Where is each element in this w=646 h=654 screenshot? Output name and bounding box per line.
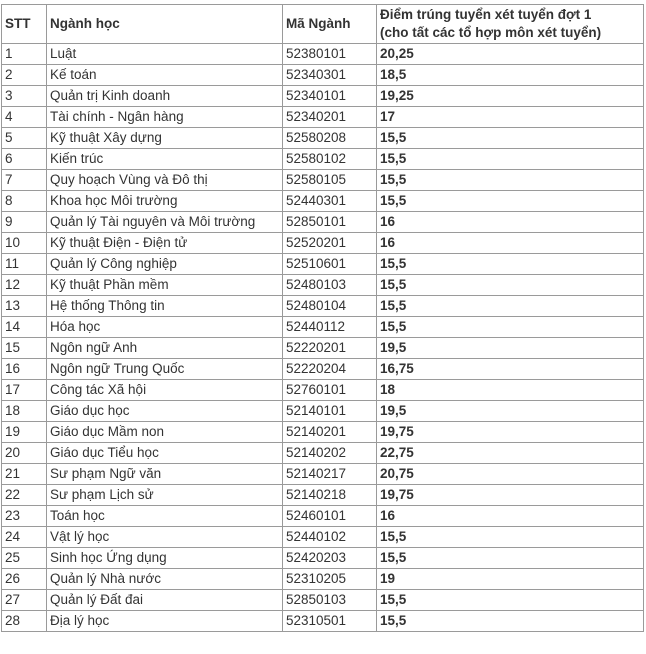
row-code: 52480103 <box>283 275 377 296</box>
row-stt: 11 <box>2 254 47 275</box>
row-stt: 27 <box>2 590 47 611</box>
row-stt: 14 <box>2 317 47 338</box>
header-row <box>2 5 644 44</box>
row-code: 52140218 <box>283 485 377 506</box>
table-row <box>2 611 644 632</box>
row-code: 52380101 <box>283 44 377 65</box>
row-stt: 28 <box>2 611 47 632</box>
table-header <box>2 5 644 44</box>
row-score: 17 <box>377 107 644 128</box>
table-row <box>2 296 644 317</box>
row-major: Địa lý học <box>47 611 283 632</box>
row-code: 52480104 <box>283 296 377 317</box>
row-stt: 19 <box>2 422 47 443</box>
row-code: 52850103 <box>283 590 377 611</box>
header-major: Ngành học <box>47 5 283 44</box>
row-major: Kỹ thuật Phần mềm <box>47 275 283 296</box>
row-major: Giáo dục Tiểu học <box>47 443 283 464</box>
row-code: 52140217 <box>283 464 377 485</box>
row-score: 19,5 <box>377 401 644 422</box>
row-code: 52580208 <box>283 128 377 149</box>
row-stt: 17 <box>2 380 47 401</box>
table-row <box>2 212 644 233</box>
row-score: 19,25 <box>377 86 644 107</box>
row-score: 16,75 <box>377 359 644 380</box>
row-stt: 2 <box>2 65 47 86</box>
row-stt: 24 <box>2 527 47 548</box>
row-score: 19,75 <box>377 485 644 506</box>
table-row <box>2 107 644 128</box>
row-major: Sư phạm Lịch sử <box>47 485 283 506</box>
row-score: 15,5 <box>377 527 644 548</box>
row-stt: 8 <box>2 191 47 212</box>
row-major: Giáo dục học <box>47 401 283 422</box>
row-stt: 5 <box>2 128 47 149</box>
row-score: 22,75 <box>377 443 644 464</box>
table-row <box>2 506 644 527</box>
row-score: 15,5 <box>377 275 644 296</box>
row-stt: 21 <box>2 464 47 485</box>
table-row <box>2 380 644 401</box>
table-row <box>2 569 644 590</box>
header-score-line1: Điểm trúng tuyển xét tuyển đợt 1 <box>380 7 592 22</box>
table-row <box>2 128 644 149</box>
row-stt: 4 <box>2 107 47 128</box>
header-score <box>377 5 644 44</box>
row-score: 18 <box>377 380 644 401</box>
table-row <box>2 149 644 170</box>
row-code: 52140201 <box>283 422 377 443</box>
table-row <box>2 422 644 443</box>
row-stt: 10 <box>2 233 47 254</box>
row-major: Kiến trúc <box>47 149 283 170</box>
row-code: 52580102 <box>283 149 377 170</box>
row-major: Toán học <box>47 506 283 527</box>
row-code: 52510601 <box>283 254 377 275</box>
row-major: Luật <box>47 44 283 65</box>
row-code: 52420203 <box>283 548 377 569</box>
row-code: 52850101 <box>283 212 377 233</box>
row-code: 52760101 <box>283 380 377 401</box>
row-code: 52440102 <box>283 527 377 548</box>
row-code: 52520201 <box>283 233 377 254</box>
row-stt: 15 <box>2 338 47 359</box>
row-score: 15,5 <box>377 170 644 191</box>
row-stt: 26 <box>2 569 47 590</box>
row-code: 52340201 <box>283 107 377 128</box>
row-stt: 16 <box>2 359 47 380</box>
row-major: Giáo dục Mầm non <box>47 422 283 443</box>
table-row <box>2 527 644 548</box>
row-score: 15,5 <box>377 590 644 611</box>
table-row <box>2 443 644 464</box>
table-row <box>2 233 644 254</box>
header-code: Mã Ngành <box>283 5 377 44</box>
row-score: 19,5 <box>377 338 644 359</box>
row-stt: 13 <box>2 296 47 317</box>
header-score-line2: (cho tất các tổ hợp môn xét tuyển) <box>380 25 602 40</box>
row-code: 52340101 <box>283 86 377 107</box>
table-row <box>2 275 644 296</box>
row-score: 18,5 <box>377 65 644 86</box>
row-major: Quản lý Tài nguyên và Môi trường <box>47 212 283 233</box>
row-score: 15,5 <box>377 191 644 212</box>
row-score: 15,5 <box>377 611 644 632</box>
table-row <box>2 65 644 86</box>
row-score: 16 <box>377 212 644 233</box>
table-row <box>2 464 644 485</box>
row-score: 16 <box>377 506 644 527</box>
row-stt: 1 <box>2 44 47 65</box>
row-stt: 20 <box>2 443 47 464</box>
row-stt: 7 <box>2 170 47 191</box>
row-major: Khoa học Môi trường <box>47 191 283 212</box>
table-row <box>2 254 644 275</box>
table-row <box>2 44 644 65</box>
table-row <box>2 86 644 107</box>
row-stt: 22 <box>2 485 47 506</box>
row-stt: 12 <box>2 275 47 296</box>
row-code: 52440301 <box>283 191 377 212</box>
table-row <box>2 548 644 569</box>
row-major: Kỹ thuật Điện - Điện tử <box>47 233 283 254</box>
row-code: 52340301 <box>283 65 377 86</box>
row-major: Hệ thống Thông tin <box>47 296 283 317</box>
row-major: Quản lý Đất đai <box>47 590 283 611</box>
row-major: Quản lý Nhà nước <box>47 569 283 590</box>
row-code: 52440112 <box>283 317 377 338</box>
row-code: 52310501 <box>283 611 377 632</box>
row-score: 15,5 <box>377 548 644 569</box>
row-stt: 9 <box>2 212 47 233</box>
row-score: 15,5 <box>377 254 644 275</box>
row-major: Kế toán <box>47 65 283 86</box>
row-stt: 25 <box>2 548 47 569</box>
row-code: 52460101 <box>283 506 377 527</box>
row-major: Vật lý học <box>47 527 283 548</box>
row-major: Sinh học Ứng dụng <box>47 548 283 569</box>
row-score: 19,75 <box>377 422 644 443</box>
row-code: 52220204 <box>283 359 377 380</box>
table-row <box>2 590 644 611</box>
row-score: 20,75 <box>377 464 644 485</box>
row-major: Sư phạm Ngữ văn <box>47 464 283 485</box>
row-major: Ngôn ngữ Anh <box>47 338 283 359</box>
row-code: 52140202 <box>283 443 377 464</box>
row-major: Tài chính - Ngân hàng <box>47 107 283 128</box>
table-row <box>2 359 644 380</box>
table-row <box>2 485 644 506</box>
row-score: 15,5 <box>377 149 644 170</box>
row-code: 52310205 <box>283 569 377 590</box>
row-major: Công tác Xã hội <box>47 380 283 401</box>
row-stt: 23 <box>2 506 47 527</box>
row-major: Hóa học <box>47 317 283 338</box>
row-score: 19 <box>377 569 644 590</box>
table-body <box>2 44 644 632</box>
row-code: 52580105 <box>283 170 377 191</box>
row-score: 15,5 <box>377 317 644 338</box>
table-row <box>2 170 644 191</box>
row-major: Quy hoạch Vùng và Đô thị <box>47 170 283 191</box>
table-row <box>2 191 644 212</box>
row-score: 15,5 <box>377 128 644 149</box>
table-row <box>2 317 644 338</box>
row-stt: 3 <box>2 86 47 107</box>
row-code: 52220201 <box>283 338 377 359</box>
row-major: Kỹ thuật Xây dựng <box>47 128 283 149</box>
row-major: Quản lý Công nghiệp <box>47 254 283 275</box>
row-code: 52140101 <box>283 401 377 422</box>
row-score: 20,25 <box>377 44 644 65</box>
header-stt: STT <box>2 5 47 44</box>
row-major: Quản trị Kinh doanh <box>47 86 283 107</box>
row-major: Ngôn ngữ Trung Quốc <box>47 359 283 380</box>
row-stt: 6 <box>2 149 47 170</box>
admission-score-table <box>1 4 644 632</box>
row-score: 16 <box>377 233 644 254</box>
row-stt: 18 <box>2 401 47 422</box>
row-score: 15,5 <box>377 296 644 317</box>
table-row <box>2 401 644 422</box>
table-row <box>2 338 644 359</box>
